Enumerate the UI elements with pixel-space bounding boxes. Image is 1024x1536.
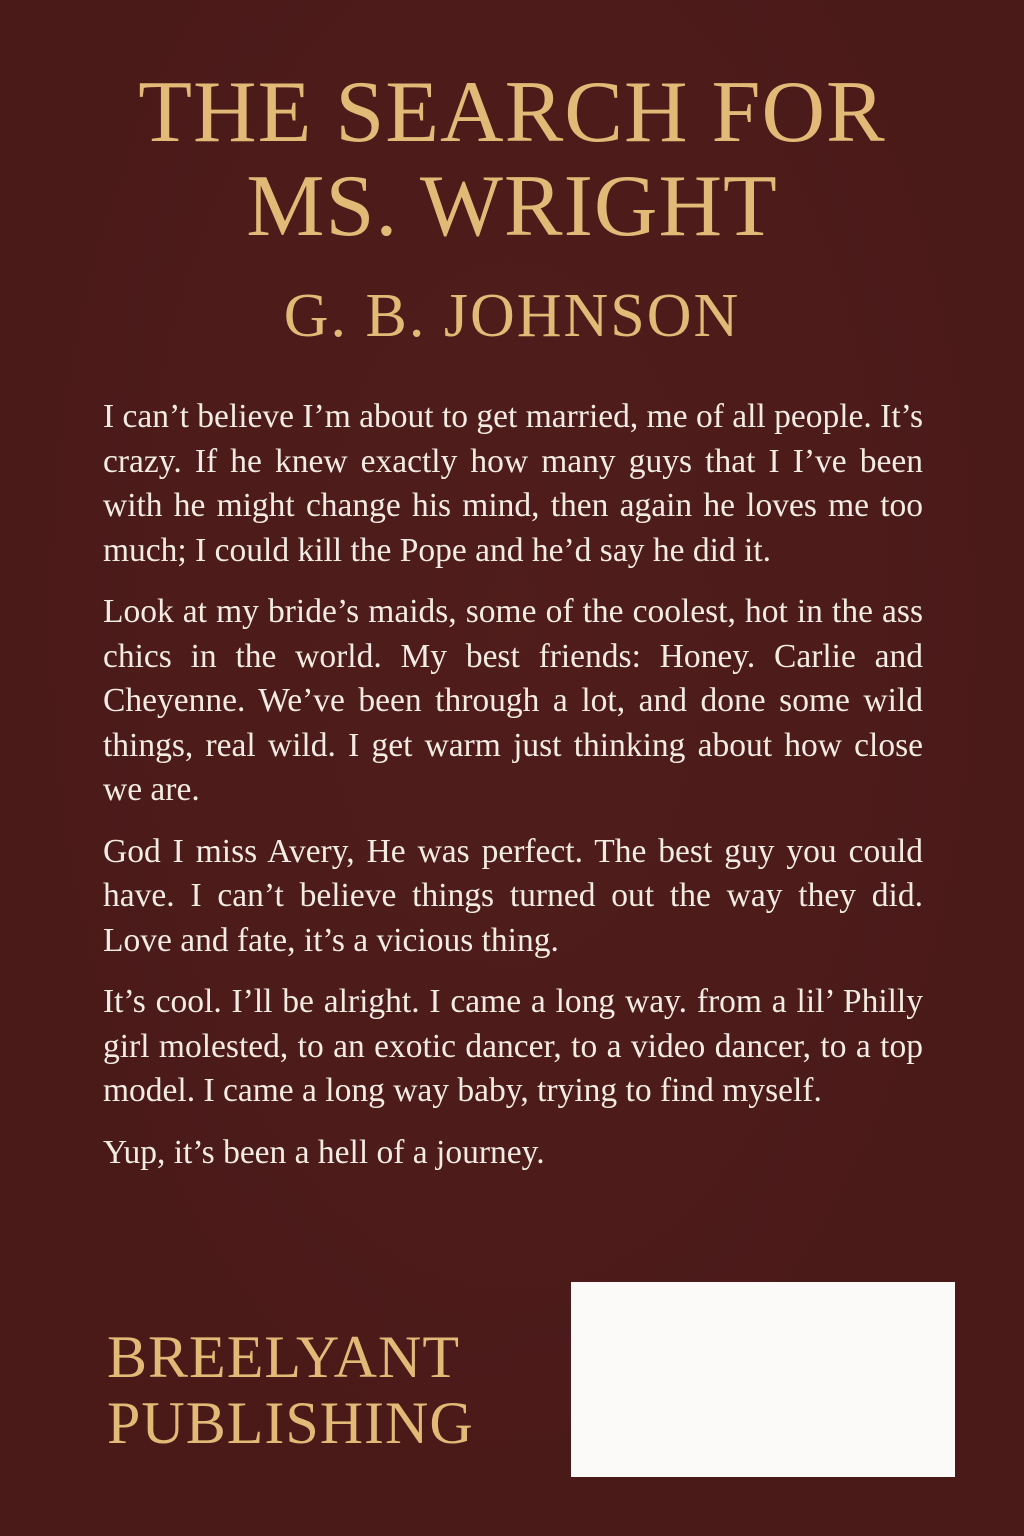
publisher-name [107, 1324, 474, 1456]
blurb-paragraph: I can’t believe I’m about to get married, me of all people. It’s crazy. If he knew exactly how many guys that I I’ve been with he might change his mind, then again he loves me too much; I could kill the Pope and he’d say he did it. [103, 398, 923, 569]
blurb-paragraph: God I miss Avery, He was perfect. The best guy you could have. I can’t believe things turned out the way they did. Love and fate, it’s a vicious thing. [103, 832, 923, 959]
book-title-line-2: MS. WRIGHT [246, 158, 778, 255]
blurb-paragraph: Look at my bride’s maids, some of the coolest, hot in the ass chics in the world. My best friends: Honey. Carlie and Cheyenne. We’ve been through a lot, and done some wild things, real wild. I get warm just thinking about how close we are. [103, 593, 923, 808]
blurb-paragraph: It’s cool. I’ll be alright. I came a long way. from a lil’ Philly girl molested, to an exotic dancer, to a video dancer, to a top model. I came a long way baby, trying to find myself. [103, 983, 923, 1109]
book-title [0, 66, 1024, 254]
publisher-line-2: PUBLISHING [107, 1390, 474, 1456]
blurb-text [103, 395, 923, 1192]
barcode-placeholder-box [571, 1282, 955, 1477]
author-name: G. B. JOHNSON [283, 282, 741, 350]
blurb-paragraph: Yup, it’s been a hell of a journey. [103, 1133, 545, 1171]
publisher-line-1: BREELYANT [107, 1324, 460, 1390]
book-title-line-1: THE SEARCH FOR [138, 64, 886, 161]
